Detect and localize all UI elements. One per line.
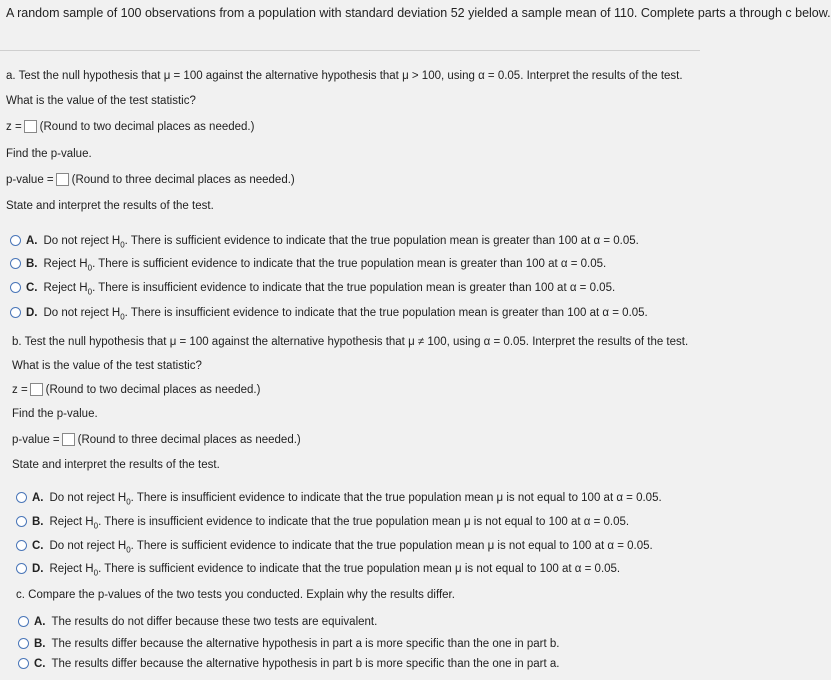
part-c-option-b[interactable]: B. The results differ because the alternative hypothesis in part a is more specific than the one in part b. — [18, 636, 560, 652]
part-b-p-prompt: Find the p-value. — [12, 408, 98, 420]
problem-intro: A random sample of 100 observations from a population with standard deviation 52 yielded a sample mean of 110. Complete parts a through c below. — [6, 6, 831, 20]
p-label: p-value = — [12, 434, 60, 446]
z-label: z = — [6, 121, 22, 133]
radio-icon[interactable] — [16, 492, 27, 503]
part-a-p-input[interactable] — [56, 173, 69, 186]
part-b-question: b. Test the null hypothesis that μ = 100 against the alternative hypothesis that μ ≠ 100, using α = 0.05. Interpret the results of the test. — [12, 336, 689, 348]
radio-icon[interactable] — [10, 235, 21, 246]
z-note: (Round to two decimal places as needed.) — [45, 384, 261, 396]
radio-icon[interactable] — [18, 616, 29, 627]
part-b-option-c[interactable]: C. Do not reject $H_0$. There is sufficient evidence to indicate that the true population mean μ is not equal to 100 at α = 0.05. — [16, 538, 653, 558]
part-b-z-input[interactable] — [30, 383, 43, 396]
part-b-option-d[interactable]: D. Reject $H_0$. There is sufficient evidence to indicate that the true population mean μ is not equal to 100 at α = 0.05. — [16, 561, 620, 581]
part-b-interpret-prompt: State and interpret the results of the test. — [12, 459, 220, 471]
divider — [0, 50, 700, 51]
part-a-z-row — [6, 119, 254, 135]
part-a-stat-prompt: What is the value of the test statistic? — [6, 95, 196, 107]
radio-icon[interactable] — [16, 540, 27, 551]
part-b-z-row — [12, 382, 260, 398]
part-a-option-b[interactable]: B. Reject $H_0$. There is sufficient evidence to indicate that the true population mean is greater than 100 at α = 0.05. — [10, 256, 606, 276]
part-a-option-c[interactable]: C. Reject $H_0$. There is insufficient evidence to indicate that the true population mean is greater than 100 at α = 0.05. — [10, 280, 615, 300]
part-a-interpret-prompt: State and interpret the results of the test. — [6, 200, 214, 212]
radio-icon[interactable] — [10, 307, 21, 318]
part-a-z-input[interactable] — [24, 120, 37, 133]
p-note: (Round to three decimal places as needed.) — [77, 434, 301, 446]
part-c-option-c[interactable]: C. The results differ because the alternative hypothesis in part b is more specific than the one in part a. — [18, 656, 560, 672]
radio-icon[interactable] — [16, 516, 27, 527]
part-b-p-input[interactable] — [62, 433, 75, 446]
radio-icon[interactable] — [16, 563, 27, 574]
radio-icon[interactable] — [18, 658, 29, 669]
part-a-option-a[interactable]: A. Do not reject $H_0$. There is sufficient evidence to indicate that the true population mean is greater than 100 at α = 0.05. — [10, 233, 639, 253]
part-a-question: a. Test the null hypothesis that μ = 100 against the alternative hypothesis that μ > 100, using α = 0.05. Interpret the results of the test. — [6, 70, 683, 82]
p-label: p-value = — [6, 174, 54, 186]
part-a-p-prompt: Find the p-value. — [6, 148, 92, 160]
part-c-option-a[interactable]: A. The results do not differ because these two tests are equivalent. — [18, 614, 377, 630]
radio-icon[interactable] — [10, 258, 21, 269]
part-a-option-d[interactable]: D. Do not reject $H_0$. There is insufficient evidence to indicate that the true population mean is greater than 100 at α = 0.05. — [10, 305, 648, 325]
part-b-p-row — [12, 432, 301, 448]
radio-icon[interactable] — [18, 638, 29, 649]
part-b-stat-prompt: What is the value of the test statistic? — [12, 360, 202, 372]
part-c-question: c. Compare the p-values of the two tests you conducted. Explain why the results differ. — [16, 589, 455, 601]
z-note: (Round to two decimal places as needed.) — [39, 121, 255, 133]
part-b-option-b[interactable]: B. Reject $H_0$. There is insufficient evidence to indicate that the true population mean μ is not equal to 100 at α = 0.05. — [16, 514, 629, 534]
part-a-p-row — [6, 172, 295, 188]
radio-icon[interactable] — [10, 282, 21, 293]
z-label: z = — [12, 384, 28, 396]
p-note: (Round to three decimal places as needed.) — [71, 174, 295, 186]
part-b-option-a[interactable]: A. Do not reject $H_0$. There is insufficient evidence to indicate that the true population mean μ is not equal to 100 at α = 0.05. — [16, 490, 662, 510]
